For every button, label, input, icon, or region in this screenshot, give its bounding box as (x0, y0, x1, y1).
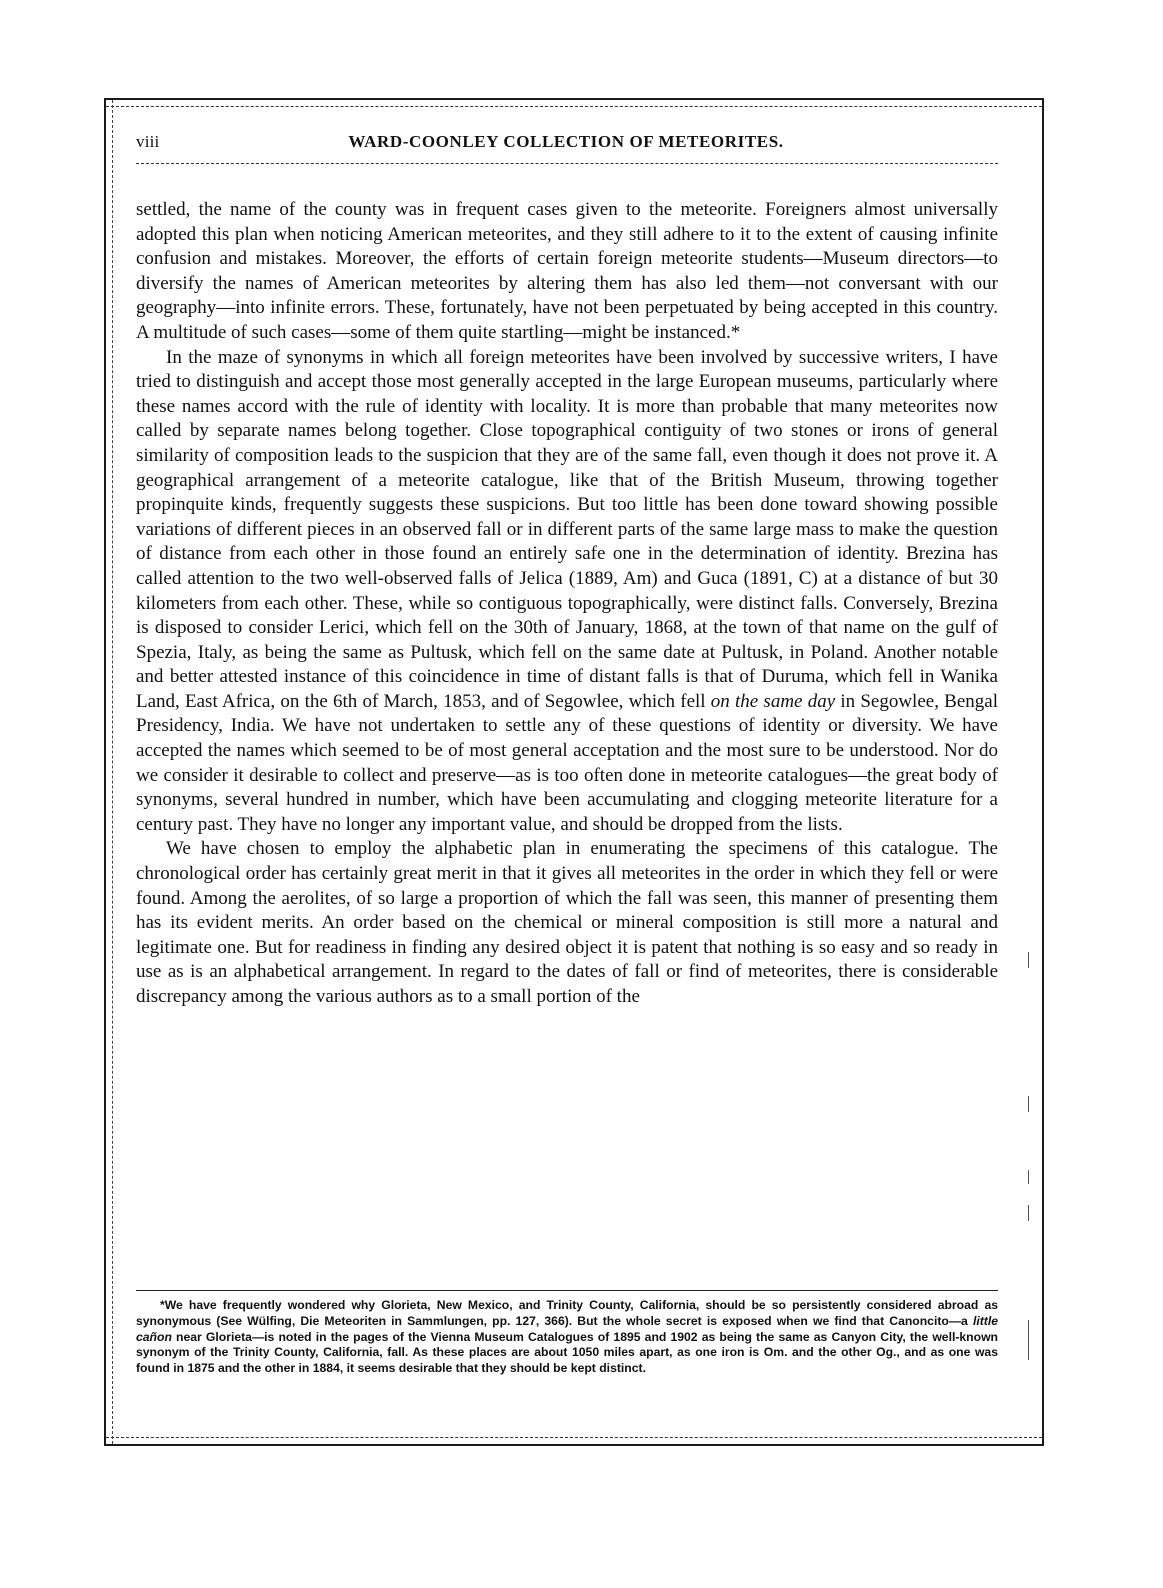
margin-tick (1028, 1170, 1029, 1184)
margin-tick (1028, 1096, 1029, 1112)
footnote (136, 1298, 998, 1377)
margin-tick (1028, 952, 1029, 968)
footnote-text-b: near Glorieta—is noted in the pages of the Vienna Museum Catalogues of 1895 and 1902 as being the same as Canyon City, the well-known synonym of the Trinity County, California, fall. As these places are about 1050 miles apart, as one iron is Om. and the other Og., and as one was found in 1875 and the other in 1884, it seems desirable that they should be kept distinct. (136, 1329, 998, 1376)
paragraph-2 (136, 346, 998, 838)
header-rule (136, 163, 998, 164)
paragraph-3: We have chosen to employ the alphabetic plan in enumerating the specimens of this catalogue. The chronological order has certainly great merit in that it gives all meteorites in the order in which they fell or were found. Among the aerolites, of so large a proportion of which the fall was seen, this manner of presenting them has its evident merits. An order based on the chemical or mineral composition is still more a natural and legitimate one. But for readiness in finding any desired object it is patent that nothing is so easy and so ready in use as is an alphabetical arrangement. In regard to the dates of fall or find of meteorites, there is considerable discrepancy among the various authors as to a small portion of the (136, 838, 998, 1007)
footnote-emphasis: little cañon (136, 1313, 998, 1344)
footnote-rule (136, 1290, 998, 1291)
margin-tick (1028, 1320, 1029, 1360)
border-dashed-bottom (106, 1437, 1042, 1438)
margin-tick (1028, 1205, 1029, 1221)
border-dashed-top (106, 106, 1042, 107)
border-dashed-left (112, 100, 113, 1444)
running-title: WARD-COONLEY COLLECTION OF METEORITES. (348, 132, 784, 151)
paragraph-2-text-a: In the maze of synonyms in which all foreign meteorites have been involved by successive writers, I have tried to distinguish and accept those most generally accepted in the large European museums, particularly where these names accord with the rule of identity with locality. It is more than probable that many meteorites now called by separate names belong together. Close topographical contiguity of two stones or irons of general similarity of composition leads to the suspicion that they are of the same fall, even though it does not prove it. A geographical arrangement of a meteorite catalogue, like that of the British Museum, throwing together propinquite kinds, frequently suggests these suspicions. But too little has been done toward showing possible variations of different pieces in an observed fall or in different parts of the same large mass to make the question of distance from each other in those found an entirely safe one in the determination of identity. Brezina has called attention to the two well-observed falls of Jelica (1889, Am) and Guca (1891, C) at a distance of but 30 kilometers from each other. These, while so contiguous topographically, were distinct falls. Conversely, Brezina is disposed to consider Lerici, which fell on the 30th of January, 1868, at the town of that name on the gulf of Spezia, Italy, as being the same as Pultusk, which fell on the same date at Pultusk, in Poland. Another notable and better attested instance of this coincidence in time of distant falls is that of Duruma, which fell in Wanika Land, East Africa, on the 6th of March, 1853, and of Segowlee, which fell (136, 346, 998, 712)
paragraph-2-emphasis: on the same day (710, 690, 836, 712)
paragraph-1: settled, the name of the county was in frequent cases given to the meteorite. Foreigners almost universally adopted this plan when noticing American meteorites, and they still adhere to it to the extent of causing infinite confusion and mistakes. Moreover, the efforts of certain foreign meteorite students—Museum directors—to diversify the names of American meteorites by altering them has also led them—not conversant with our geography—into infinite errors. These, fortunately, have not been perpetuated by being accepted in this country. A multitude of such cases—some of them quite startling—might be instanced.* (136, 199, 998, 343)
page-number: viii (136, 132, 160, 151)
main-text (136, 198, 998, 1010)
paragraph-2-text-b: in Segowlee, Bengal Presidency, India. We have not undertaken to settle any of these questions of identity or diversity. We have accepted the names which seemed to be of most general acceptation and the most sure to be understood. Nor do we consider it desirable to collect and preserve—as is too often done in meteorite catalogues—the great body of synonyms, several hundred in number, which have been accumulating and clogging meteorite literature for a century past. They have no longer any important value, and should be dropped from the lists. (136, 690, 998, 835)
footnote-text-a: *We have frequently wondered why Glorieta, New Mexico, and Trinity County, California, should be so persistently considered abroad as synonymous (See Wülfing, Die Meteoriten in Sammlungen, pp. 127, 366). But the whole secret is exposed when we find that Canoncito—a (136, 1298, 998, 1328)
page-header (136, 132, 996, 158)
